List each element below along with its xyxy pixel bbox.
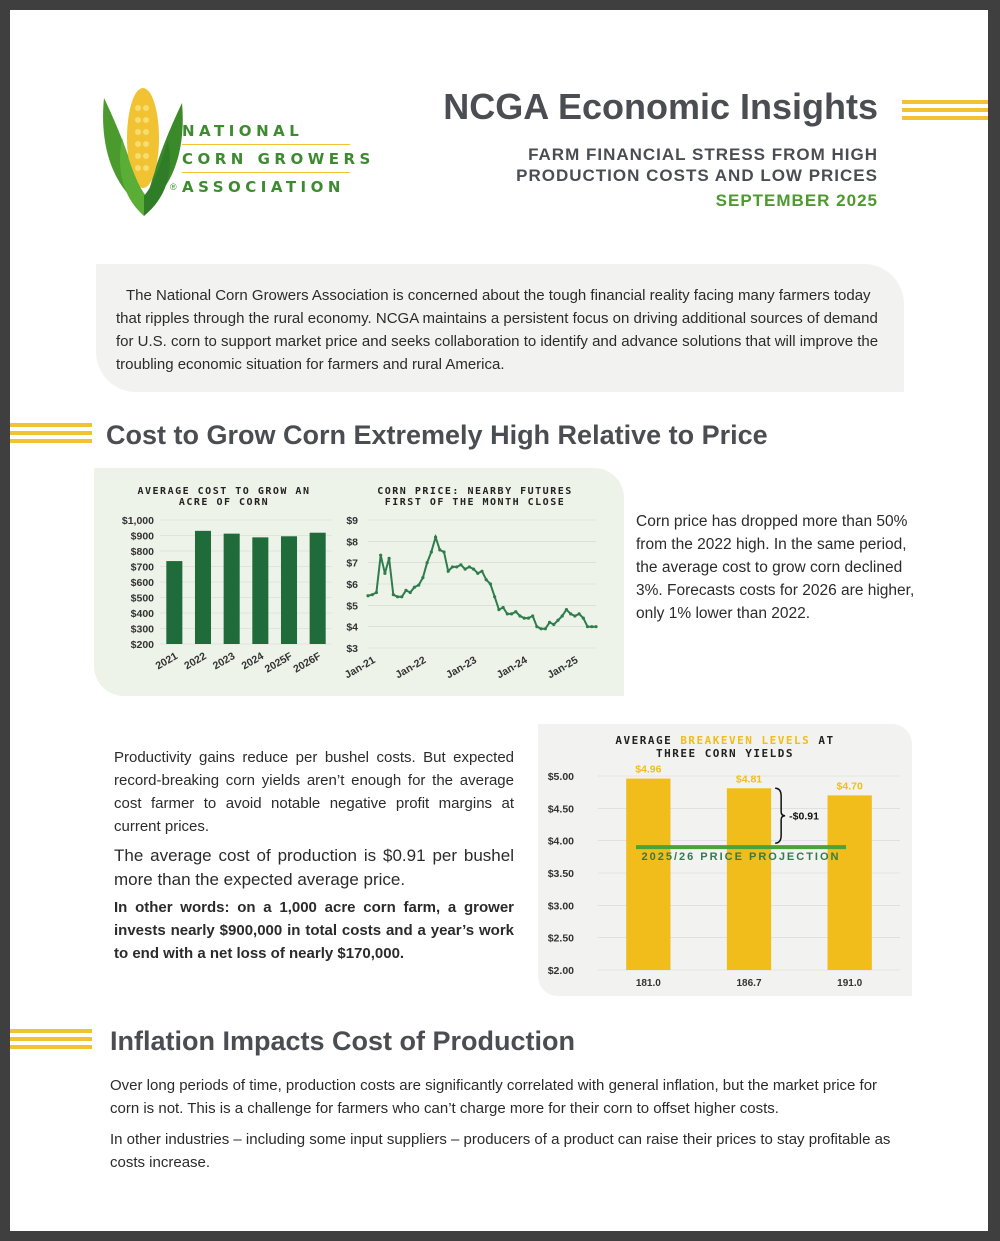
- price-point: [573, 614, 576, 617]
- breakeven-bar: [828, 795, 872, 970]
- price-point: [396, 595, 399, 598]
- price-point: [468, 565, 471, 568]
- cost-bar-chart: [94, 512, 344, 692]
- price-point: [371, 593, 374, 596]
- y-tick-label: $3.50: [547, 868, 574, 880]
- gap-bracket: [775, 788, 785, 843]
- x-tick-label: Jan-22: [393, 654, 429, 682]
- bar-data-label: $4.96: [635, 763, 662, 776]
- projection-label: 2025/26 PRICE PROJECTION: [641, 851, 841, 864]
- price-point: [383, 572, 386, 575]
- y-tick-label: $600: [130, 577, 154, 589]
- price-point: [578, 612, 581, 615]
- x-tick-label: 2021: [153, 650, 180, 673]
- cost-bar: [281, 536, 297, 644]
- y-tick-label: $300: [130, 623, 154, 636]
- price-point: [430, 550, 433, 553]
- y-tick-label: $9: [346, 515, 358, 527]
- x-tick-label: Jan-21: [342, 654, 378, 682]
- price-point: [523, 617, 526, 620]
- price-point: [586, 625, 589, 628]
- price-point: [455, 565, 458, 568]
- corn-logo-icon: [94, 78, 194, 218]
- price-point: [366, 594, 369, 597]
- decorative-stripes: [10, 423, 92, 447]
- y-tick-label: $800: [130, 546, 154, 558]
- intro-text: The National Corn Growers Association is concerned about the tough financial reality facing many farmers today that ripples through the rural economy. NCGA maintains a persistent focus on driving additional sources of demand for U.S. corn to support market price and seeks collaboration to identify and advance solutions that will improve the troubling economic situation for farmers and rural America.: [116, 287, 879, 373]
- price-point: [548, 621, 551, 624]
- y-tick-label: $5: [346, 600, 358, 613]
- chart-title-breakeven: AVERAGE BREAKEVEN LEVELS AT THREE CORN YIELDS: [615, 734, 835, 760]
- logo-divider: [182, 144, 350, 145]
- price-point: [561, 614, 564, 617]
- price-point: [409, 591, 412, 594]
- price-point: [493, 595, 496, 598]
- price-point: [388, 557, 391, 560]
- logo-text-corn-growers: CORN GROWERS: [182, 150, 375, 168]
- price-point: [426, 561, 429, 564]
- y-tick-label: $5.00: [547, 771, 574, 783]
- price-point: [544, 627, 547, 630]
- price-line-chart: [334, 512, 614, 692]
- price-point: [594, 625, 597, 628]
- chart-title-cost: AVERAGE COST TO GROW AN ACRE OF CORN: [137, 486, 311, 508]
- y-tick-label: $4.00: [547, 835, 574, 848]
- x-tick-label: 186.7: [736, 978, 762, 989]
- page: [10, 10, 988, 1231]
- y-tick-label: $7: [346, 557, 358, 570]
- breakeven-bar: [727, 788, 771, 970]
- price-point: [442, 550, 445, 553]
- breakeven-bar: [626, 779, 670, 970]
- price-point: [535, 625, 538, 628]
- x-tick-label: 181.0: [635, 978, 661, 989]
- charts-panel: [94, 468, 624, 696]
- price-point: [569, 612, 572, 615]
- logo-text-national: NATIONAL: [182, 122, 304, 140]
- price-point: [489, 582, 492, 585]
- price-point: [404, 589, 407, 592]
- y-tick-label: $500: [130, 592, 154, 605]
- productivity-text: Productivity gains reduce per bushel costs. But expected record-breaking corn yields aren’t enough for the average cost farmer to avoid notable negative profit margins at current prices.: [114, 749, 514, 835]
- report-date: SEPTEMBER 2025: [715, 191, 878, 210]
- price-point: [375, 591, 378, 594]
- x-tick-label: 2022: [182, 650, 209, 673]
- subtitle-line1: FARM FINANCIAL STRESS FROM HIGH: [528, 145, 878, 164]
- y-tick-label: $8: [346, 536, 358, 549]
- y-tick-label: $6: [346, 579, 358, 591]
- price-point: [438, 548, 441, 551]
- intro-box: [96, 264, 904, 392]
- price-point: [552, 623, 555, 626]
- price-point: [565, 608, 568, 611]
- inflation-text-1: Over long periods of time, production costs are significantly correlated with general inflation, but the market price for corn is not. This is a challenge for farmers who can’t charge more for their corn to offset higher costs.: [110, 1077, 878, 1117]
- x-tick-label: Jan-23: [444, 654, 479, 682]
- y-tick-label: $900: [130, 530, 154, 543]
- x-tick-label: 191.0: [837, 978, 863, 989]
- price-point: [527, 617, 530, 620]
- price-point: [379, 554, 382, 557]
- inflation-text-2: In other industries – including some input suppliers – producers of a product can raise their prices to stay profitable as costs increase.: [110, 1131, 891, 1171]
- x-tick-label: 2025F: [262, 650, 295, 676]
- cost-gap-text: The average cost of production is $0.91 per bushel more than the expected average price.: [114, 846, 514, 889]
- y-tick-label: $200: [130, 639, 154, 651]
- net-loss-text: In other words: on a 1,000 acre corn farm, a grower invests nearly $900,000 in total costs and a year’s work to end with a net loss of nearly $170,000.: [114, 899, 514, 962]
- y-tick-label: $3: [346, 643, 358, 655]
- x-tick-label: Jan-25: [545, 654, 581, 682]
- logo-text-association: ASSOCIATION: [182, 178, 345, 196]
- cost-bar: [252, 537, 268, 644]
- y-tick-label: $4.50: [547, 803, 574, 816]
- breakeven-bar-chart: [538, 760, 912, 994]
- price-point: [464, 567, 467, 570]
- price-point: [447, 570, 450, 573]
- price-point: [518, 614, 521, 617]
- price-point: [459, 563, 462, 566]
- y-tick-label: $700: [130, 561, 154, 574]
- decorative-stripes: [10, 1029, 92, 1053]
- y-tick-label: $3.00: [547, 900, 574, 913]
- price-point: [485, 578, 488, 581]
- bar-data-label: $4.70: [836, 780, 863, 793]
- x-tick-label: 2023: [210, 650, 238, 673]
- price-point: [582, 617, 585, 620]
- y-tick-label: $1,000: [121, 515, 154, 527]
- breakeven-chart-panel: [538, 724, 912, 996]
- subtitle-line2: PRODUCTION COSTS AND LOW PRICES: [516, 166, 878, 185]
- price-point: [434, 535, 437, 538]
- cost-summary-text: Corn price has dropped more than 50% from the 2022 high. In the same period, the average cost to grow corn declined 3%. Forecasts costs for 2026 are higher, only 1% lower than 2022.: [636, 513, 915, 622]
- cost-bar: [224, 534, 240, 644]
- price-point: [451, 565, 454, 568]
- price-point: [497, 608, 500, 611]
- y-tick-label: $2.50: [547, 932, 574, 945]
- price-point: [476, 572, 479, 575]
- price-point: [392, 593, 395, 596]
- price-point: [472, 567, 475, 570]
- x-tick-label: 2024: [239, 650, 266, 673]
- price-point: [510, 612, 513, 615]
- price-point: [506, 612, 509, 615]
- cost-bar: [166, 561, 182, 644]
- price-point: [413, 586, 416, 589]
- y-tick-label: $4: [346, 621, 358, 634]
- logo-divider: [182, 172, 350, 173]
- section-heading-inflation: Inflation Impacts Cost of Production: [110, 1026, 575, 1056]
- price-point: [400, 595, 403, 598]
- registered-mark: ®: [170, 182, 177, 192]
- price-point: [590, 625, 593, 628]
- price-point: [514, 610, 517, 613]
- x-tick-label: 2026F: [291, 650, 324, 676]
- price-point: [421, 576, 424, 579]
- cost-bar: [310, 533, 326, 644]
- chart-title-price: CORN PRICE: NEARBY FUTURES FIRST OF THE MONTH CLOSE: [377, 486, 573, 508]
- price-point: [417, 583, 420, 586]
- x-tick-label: Jan-24: [494, 654, 530, 682]
- bar-data-label: $4.81: [735, 773, 763, 786]
- price-point: [502, 606, 505, 609]
- cost-bar: [195, 531, 211, 644]
- y-tick-label: $400: [130, 608, 154, 620]
- page-title: NCGA Economic Insights: [443, 86, 878, 127]
- section-heading-cost: Cost to Grow Corn Extremely High Relative to Price: [106, 420, 768, 450]
- price-point: [556, 619, 559, 622]
- decorative-stripes: [902, 100, 988, 124]
- gap-label: -$0.91: [789, 810, 819, 823]
- price-point: [480, 570, 483, 573]
- price-point: [540, 627, 543, 630]
- price-point: [531, 614, 534, 617]
- y-tick-label: $2.00: [547, 965, 574, 977]
